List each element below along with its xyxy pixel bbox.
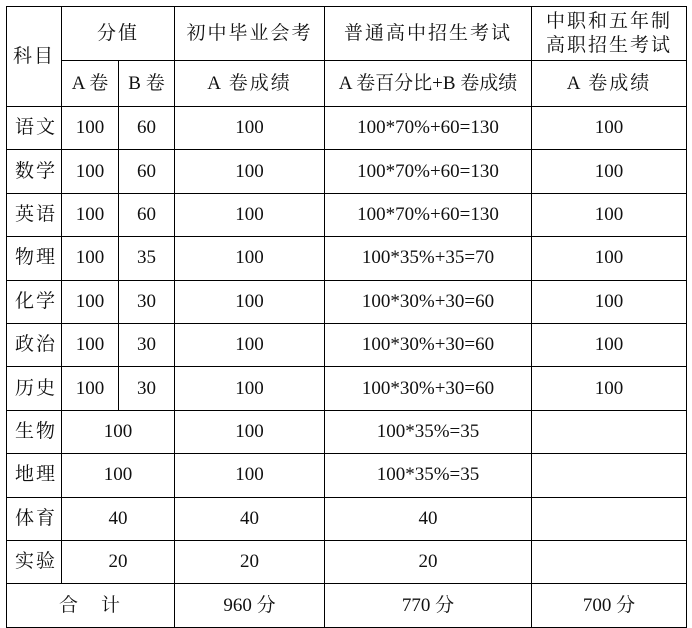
subject-cell: 地理 (7, 454, 62, 497)
table-row (7, 107, 687, 150)
grad-score-cell: 100 (175, 107, 325, 150)
table-row (7, 323, 687, 366)
grad-score-cell: 100 (175, 280, 325, 323)
b-paper-header: B 卷 (119, 61, 175, 107)
highschool-score-cell: 100*35%=35 (325, 454, 532, 497)
highschool-exam-header: 普通高中招生考试 (325, 7, 532, 61)
subject-cell: 体育 (7, 497, 62, 540)
a-paper-cell: 100 (62, 107, 119, 150)
highschool-score-cell: 100*35%+35=70 (325, 237, 532, 280)
highschool-score-cell: 100*70%+60=130 (325, 150, 532, 193)
vocational-exam-header (532, 7, 687, 61)
subject-cell: 化学 (7, 280, 62, 323)
subject-cell: 语文 (7, 107, 62, 150)
subject-header: 科目 (7, 7, 62, 107)
score-value-cell: 20 (62, 540, 175, 583)
highschool-score-cell: 100*70%+60=130 (325, 107, 532, 150)
total-label: 合 计 (7, 584, 175, 628)
b-paper-cell: 30 (119, 280, 175, 323)
highschool-score-cell: 100*30%+30=60 (325, 280, 532, 323)
table-row (7, 193, 687, 236)
grad-score-cell: 100 (175, 237, 325, 280)
a-paper-header: A 卷 (62, 61, 119, 107)
header-row-1 (7, 7, 687, 61)
table-row (7, 367, 687, 410)
highschool-score-cell: 100*30%+30=60 (325, 367, 532, 410)
highschool-sub-header: A 卷百分比+B 卷成绩 (325, 61, 532, 107)
a-paper-cell: 100 (62, 367, 119, 410)
vocational-score-cell (532, 410, 687, 453)
subject-cell: 政治 (7, 323, 62, 366)
single-rows (7, 410, 687, 584)
vocational-score-cell: 100 (532, 150, 687, 193)
b-paper-cell: 30 (119, 323, 175, 366)
vocational-score-cell: 100 (532, 323, 687, 366)
score-value-cell: 100 (62, 454, 175, 497)
vocational-score-cell (532, 454, 687, 497)
total-grad: 960 分 (175, 584, 325, 628)
table-row (7, 150, 687, 193)
highschool-score-cell: 100*70%+60=130 (325, 193, 532, 236)
score-table (6, 6, 687, 628)
grad-score-cell: 40 (175, 497, 325, 540)
table-row (7, 454, 687, 497)
vocational-score-cell (532, 540, 687, 583)
table-row (7, 410, 687, 453)
score-value-cell: 40 (62, 497, 175, 540)
table-row (7, 540, 687, 583)
table-row (7, 237, 687, 280)
table-row (7, 497, 687, 540)
b-paper-cell: 60 (119, 193, 175, 236)
vocational-score-cell: 100 (532, 193, 687, 236)
score-value-header: 分值 (62, 7, 175, 61)
table-row (7, 280, 687, 323)
subject-cell: 英语 (7, 193, 62, 236)
b-paper-cell: 30 (119, 367, 175, 410)
vocational-score-cell: 100 (532, 367, 687, 410)
subject-cell: 历史 (7, 367, 62, 410)
grad-sub-header: A 卷成绩 (175, 61, 325, 107)
vocational-header-line2: 高职招生考试 (546, 34, 673, 56)
grad-score-cell: 100 (175, 323, 325, 366)
highschool-score-cell: 100*30%+30=60 (325, 323, 532, 366)
vocational-score-cell: 100 (532, 280, 687, 323)
header-row-2 (7, 61, 687, 107)
vocational-sub-header: A 卷成绩 (532, 61, 687, 107)
total-vocational: 700 分 (532, 584, 687, 628)
grad-score-cell: 20 (175, 540, 325, 583)
ab-rows (7, 107, 687, 411)
grad-score-cell: 100 (175, 367, 325, 410)
subject-cell: 数学 (7, 150, 62, 193)
grad-score-cell: 100 (175, 193, 325, 236)
b-paper-cell: 35 (119, 237, 175, 280)
subject-cell: 物理 (7, 237, 62, 280)
grad-score-cell: 100 (175, 150, 325, 193)
subject-cell: 实验 (7, 540, 62, 583)
highschool-score-cell: 100*35%=35 (325, 410, 532, 453)
b-paper-cell: 60 (119, 150, 175, 193)
vocational-score-cell: 100 (532, 237, 687, 280)
vocational-header-line1: 中职和五年制 (546, 10, 673, 32)
total-highschool: 770 分 (325, 584, 532, 628)
highschool-score-cell: 40 (325, 497, 532, 540)
total-row (7, 584, 687, 628)
a-paper-cell: 100 (62, 323, 119, 366)
vocational-score-cell (532, 497, 687, 540)
grad-score-cell: 100 (175, 454, 325, 497)
grad-exam-header: 初中毕业会考 (175, 7, 325, 61)
highschool-score-cell: 20 (325, 540, 532, 583)
a-paper-cell: 100 (62, 237, 119, 280)
b-paper-cell: 60 (119, 107, 175, 150)
vocational-score-cell: 100 (532, 107, 687, 150)
a-paper-cell: 100 (62, 150, 119, 193)
score-value-cell: 100 (62, 410, 175, 453)
a-paper-cell: 100 (62, 193, 119, 236)
grad-score-cell: 100 (175, 410, 325, 453)
a-paper-cell: 100 (62, 280, 119, 323)
subject-cell: 生物 (7, 410, 62, 453)
